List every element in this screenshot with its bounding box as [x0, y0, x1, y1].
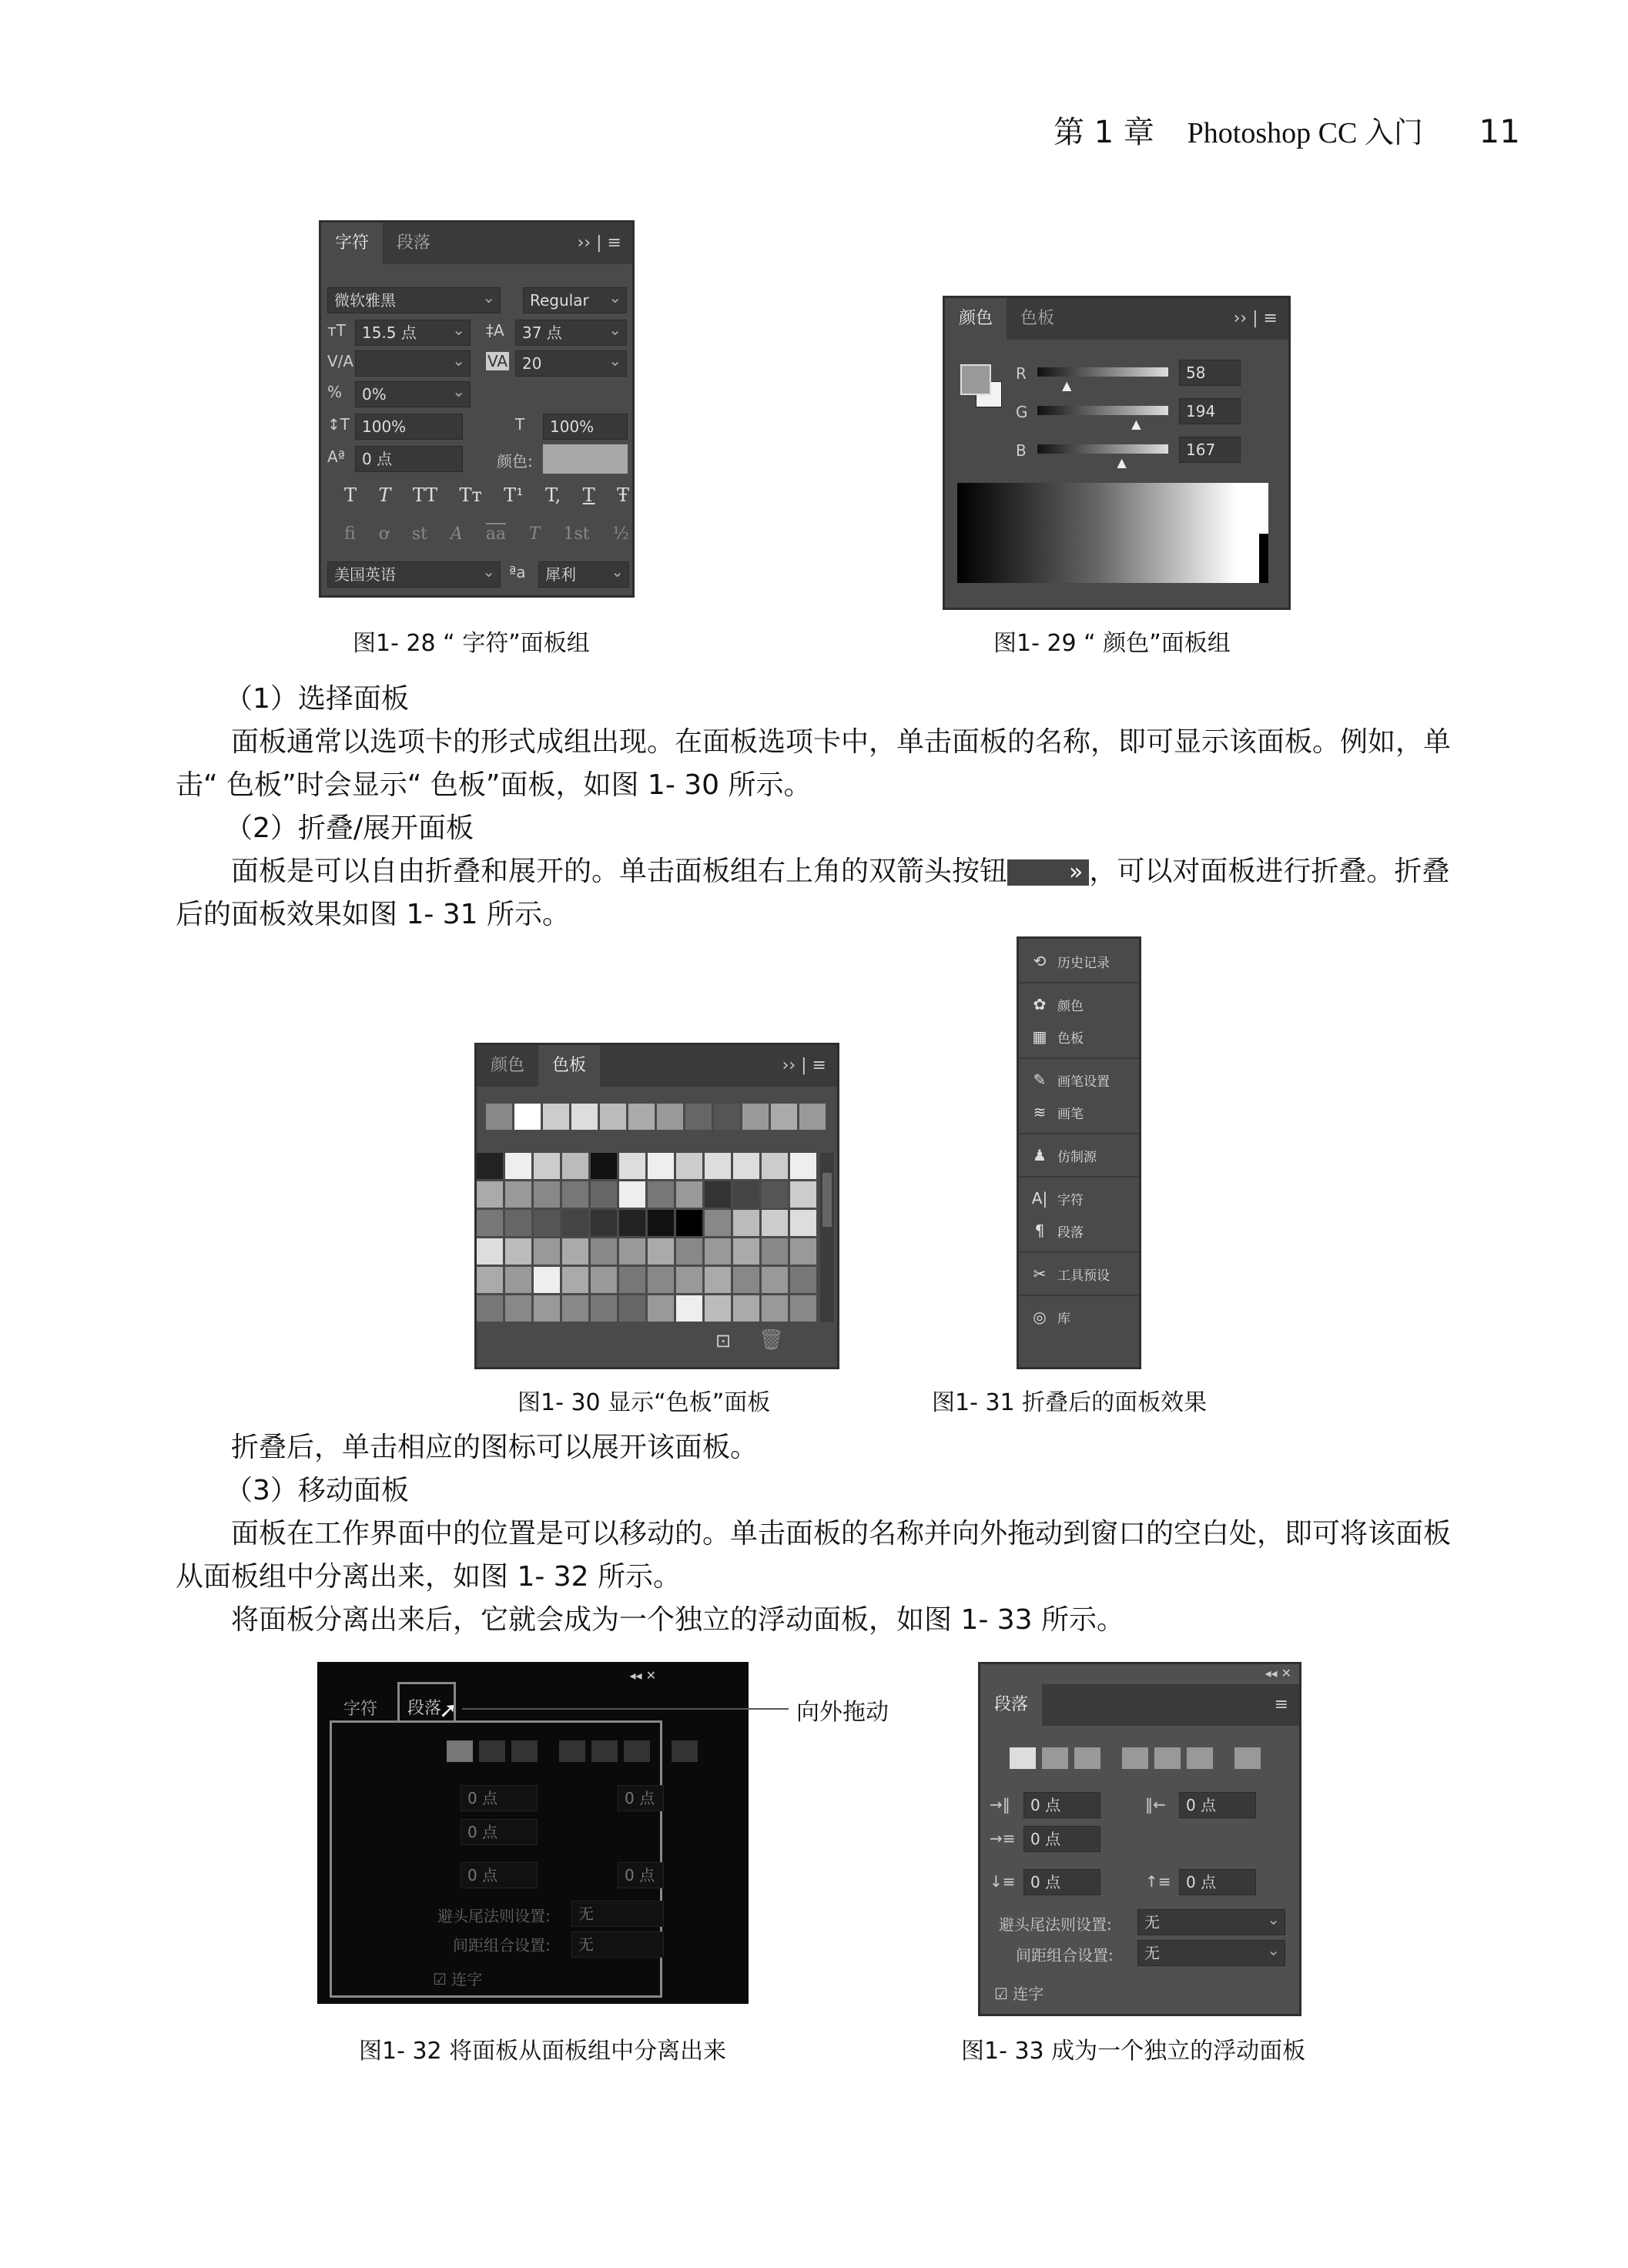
kerning-icon: V/A [327, 352, 354, 370]
swatch[interactable] [628, 1104, 655, 1130]
mojikumi-select[interactable]: 无 [571, 1931, 664, 1958]
indent-left-field[interactable]: 0 点 [461, 1785, 538, 1811]
swatch[interactable] [790, 1238, 816, 1265]
swatch[interactable] [648, 1181, 674, 1208]
character-panel-button[interactable]: A| 字符 [1019, 1182, 1139, 1214]
swatch[interactable] [676, 1153, 702, 1179]
swatch[interactable] [648, 1210, 674, 1236]
mojikumi-label: 间距组合设置: [1016, 1946, 1114, 1965]
swatch[interactable] [619, 1210, 645, 1236]
leading-icon: ‡A [486, 321, 504, 340]
figure-caption-1-30: 图1- 30 显示“色板”面板 [518, 1389, 771, 1416]
stylistic-alternates-button[interactable]: $\overline{aa}$ [485, 524, 506, 544]
faux-bold-button[interactable]: T [344, 484, 357, 506]
justify-last-left-icon[interactable] [1122, 1747, 1148, 1769]
justify-last-right-icon[interactable] [624, 1740, 650, 1762]
swatch[interactable] [505, 1181, 531, 1208]
mojikumi-label: 间距组合设置: [453, 1936, 551, 1955]
swatch[interactable] [705, 1295, 731, 1322]
font-style-select[interactable]: Regular ⌄ [523, 287, 627, 313]
swatch[interactable] [714, 1104, 740, 1130]
horizontal-scale-icon: T [515, 415, 525, 434]
swatch[interactable] [505, 1238, 531, 1265]
titling-button[interactable]: T [528, 524, 541, 544]
swatch[interactable] [534, 1210, 560, 1236]
align-center-icon[interactable] [479, 1740, 505, 1762]
space-before-field[interactable]: 0 点 [461, 1862, 538, 1888]
g-slider-thumb[interactable]: ▲ [1131, 417, 1141, 431]
clone-stamp-icon: ♟ [1033, 1146, 1047, 1164]
swatch[interactable] [486, 1104, 512, 1130]
spectrum-black-white-marker[interactable] [1259, 534, 1268, 583]
small-caps-button[interactable]: Tт [459, 484, 482, 506]
swatch[interactable] [505, 1295, 531, 1322]
indent-left-field[interactable]: 0 点 [1023, 1792, 1100, 1818]
swatch[interactable] [600, 1104, 626, 1130]
indent-right-field[interactable]: 0 点 [1179, 1792, 1256, 1818]
space-after-icon: ↑≡ [1145, 1872, 1171, 1891]
swatch[interactable] [676, 1267, 702, 1293]
brushes-icon: ≋ [1033, 1103, 1047, 1121]
chapter-title: Photoshop CC 入门 [1187, 117, 1423, 149]
justify-last-center-icon[interactable] [591, 1740, 618, 1762]
swatch[interactable] [619, 1295, 645, 1322]
tool-presets-panel-button[interactable]: ✂ 工具预设 [1019, 1258, 1139, 1290]
horizontal-scale-field[interactable]: 100% [543, 414, 628, 440]
swatch[interactable] [534, 1153, 560, 1179]
double-arrow-button-icon: » [1007, 859, 1089, 886]
kinsoku-select[interactable]: 无 [571, 1901, 664, 1927]
ligature-button[interactable]: fi [344, 524, 356, 544]
hyphenate-checkbox[interactable]: ☑ 连字 [994, 1985, 1044, 2003]
swatch[interactable] [742, 1104, 769, 1130]
drag-out-screenshot [317, 1662, 749, 2004]
swatch[interactable] [562, 1238, 588, 1265]
figure-caption-1-28: 图1- 28 “ 字符”面板组 [353, 630, 590, 657]
libraries-panel-button[interactable]: ◎ 库 [1019, 1301, 1139, 1333]
font-family-select[interactable]: 微软雅黑 ⌄ [327, 287, 501, 313]
swatch[interactable] [591, 1295, 617, 1322]
character-panel [319, 220, 635, 598]
tab-swatches[interactable]: 色板 [1020, 309, 1055, 328]
libraries-icon: ◎ [1033, 1308, 1047, 1326]
kinsoku-label: 避头尾法则设置: [437, 1907, 551, 1925]
swatch[interactable] [762, 1267, 788, 1293]
align-center-icon[interactable] [1042, 1747, 1068, 1769]
mouse-pointer-icon: ➚ [439, 1697, 457, 1723]
panel-menu-icon[interactable]: ›› | ≡ [1233, 309, 1278, 328]
character-icon: A| [1031, 1189, 1048, 1208]
text-color-swatch[interactable] [543, 444, 628, 474]
swatch[interactable] [799, 1104, 826, 1130]
page-number: 11 [1479, 112, 1520, 150]
swatch[interactable] [676, 1181, 702, 1208]
swatch[interactable] [505, 1267, 531, 1293]
section-heading-1: （1）选择面板 [225, 683, 409, 715]
vertical-scale-icon: ↕T [327, 415, 350, 434]
swatch[interactable] [477, 1153, 503, 1179]
swatches-panel [474, 1043, 839, 1369]
b-slider[interactable] [1037, 444, 1168, 454]
justify-all-icon[interactable] [1234, 1747, 1261, 1769]
baseline-shift-icon: Aª [327, 447, 346, 466]
space-before-field[interactable]: 0 点 [1023, 1869, 1100, 1895]
ordinals-button[interactable]: 1st [563, 524, 590, 544]
align-left-icon[interactable] [447, 1740, 473, 1762]
swatch[interactable] [648, 1267, 674, 1293]
antialias-icon: ªa [509, 563, 526, 581]
swatch[interactable] [733, 1267, 759, 1293]
g-value-field[interactable]: 194 [1179, 398, 1241, 424]
figure-caption-1-33: 图1- 33 成为一个独立的浮动面板 [961, 2038, 1306, 2065]
paragraph-select-panel: 面板通常以选项卡的形式成组出现。在面板选项卡中，单击面板的名称，即可显示该面板。例如，单击“ 色板”时会显示“ 色板”面板，如图 1- 30 所示。 [176, 726, 1452, 801]
swatch[interactable] [477, 1210, 503, 1236]
panel-menu-icon[interactable]: ≡ [1274, 1695, 1288, 1714]
trash-icon[interactable]: 🗑 [759, 1328, 785, 1352]
brush-settings-icon: ✎ [1033, 1070, 1047, 1089]
tab-character[interactable]: 字符 [321, 223, 383, 264]
swatch[interactable] [648, 1238, 674, 1265]
swatch[interactable] [762, 1153, 788, 1179]
swatch[interactable] [762, 1238, 788, 1265]
panel-tabs [945, 298, 1288, 340]
indent-first-line-field[interactable]: 0 点 [461, 1819, 538, 1845]
color-wheel-icon: ✿ [1033, 995, 1047, 1013]
swatch[interactable] [676, 1238, 702, 1265]
figure-caption-1-32: 图1- 32 将面板从面板组中分离出来 [359, 2038, 727, 2065]
paragraph-collapse-panel [176, 850, 1454, 936]
swatch[interactable] [733, 1210, 759, 1236]
scrollbar-thumb[interactable] [822, 1173, 832, 1227]
align-right-icon[interactable] [511, 1740, 538, 1762]
swatch[interactable] [762, 1181, 788, 1208]
hyphenate-checkbox[interactable]: ☑ 连字 [433, 1970, 483, 1988]
kerning-field[interactable] [355, 350, 471, 377]
swatch[interactable] [648, 1153, 674, 1179]
foreground-color-swatch[interactable] [960, 364, 991, 395]
align-right-icon[interactable] [1074, 1747, 1100, 1769]
justify-all-icon[interactable] [672, 1740, 698, 1762]
underline-button[interactable]: T [582, 484, 595, 506]
color-label: 颜色: [497, 452, 533, 471]
g-slider[interactable] [1037, 406, 1168, 415]
swatch[interactable] [543, 1104, 569, 1130]
r-slider[interactable] [1037, 367, 1168, 377]
swatch[interactable] [505, 1153, 531, 1179]
tab-swatches[interactable]: 色板 [538, 1045, 600, 1087]
swatch[interactable] [477, 1181, 503, 1208]
b-slider-thumb[interactable]: ▲ [1117, 455, 1127, 470]
swatch[interactable] [619, 1181, 645, 1208]
justify-last-left-icon[interactable] [559, 1740, 585, 1762]
swatch[interactable] [762, 1210, 788, 1236]
history-icon: ⟲ [1033, 952, 1047, 970]
history-panel-button[interactable]: ⟲ 历史记录 [1019, 945, 1139, 977]
swatch[interactable] [705, 1267, 731, 1293]
collapse-close-icons[interactable]: ◂◂ ✕ [1265, 1666, 1291, 1680]
swash-button[interactable]: A [450, 524, 463, 544]
swatch[interactable] [477, 1267, 503, 1293]
section-heading-3: （3）移动面板 [225, 1475, 409, 1506]
swatch[interactable] [790, 1153, 816, 1179]
alignment-buttons[interactable] [447, 1740, 704, 1765]
font-size-field[interactable]: 15.5 点 ⌄ [355, 320, 471, 346]
swatch[interactable] [591, 1238, 617, 1265]
leading-field[interactable]: 37 点 ⌄ [515, 320, 627, 346]
swatch[interactable] [562, 1295, 588, 1322]
swatch[interactable] [477, 1295, 503, 1322]
clone-source-panel-button[interactable]: ♟ 仿制源 [1019, 1139, 1139, 1171]
kinsoku-label: 避头尾法则设置: [999, 1915, 1112, 1934]
collapse-close-icons[interactable]: ◂◂ ✕ [629, 1668, 656, 1683]
space-after-field[interactable]: 0 点 [1179, 1869, 1256, 1895]
strikethrough-button[interactable]: Ŧ [616, 484, 629, 506]
align-left-icon[interactable] [1010, 1747, 1036, 1769]
fractions-button[interactable]: ½ [612, 524, 629, 544]
space-after-field[interactable]: 0 点 [618, 1862, 664, 1888]
style-buttons-row2 [344, 524, 629, 544]
divider [1019, 1176, 1139, 1178]
swatch[interactable] [733, 1181, 759, 1208]
r-label: R [1016, 364, 1027, 383]
swatch[interactable] [733, 1295, 759, 1322]
swatch[interactable] [591, 1153, 617, 1179]
section-heading-2: （2）折叠/展开面板 [225, 812, 474, 844]
divider [1019, 982, 1139, 983]
new-swatch-icon[interactable]: ⊡ [715, 1330, 732, 1352]
swatch[interactable] [534, 1267, 560, 1293]
swatch[interactable] [505, 1210, 531, 1236]
justify-last-right-icon[interactable] [1187, 1747, 1213, 1769]
indent-first-line-icon: →≡ [990, 1829, 1016, 1848]
faux-italic-button[interactable]: T [378, 484, 391, 506]
subscript-button[interactable]: T, [545, 484, 561, 506]
g-label: G [1016, 403, 1028, 421]
swatch[interactable] [790, 1181, 816, 1208]
recent-swatches-row [486, 1104, 826, 1130]
divider [1019, 1133, 1139, 1134]
swatch[interactable] [591, 1181, 617, 1208]
drag-annotation-line [462, 1708, 789, 1710]
divider [1019, 1057, 1139, 1059]
space-before-icon: ↓≡ [990, 1872, 1016, 1891]
running-header [1054, 108, 1520, 152]
swatch[interactable] [790, 1295, 816, 1322]
panel-header [980, 1684, 1299, 1726]
paragraph-panel-button[interactable]: ¶ 段落 [1019, 1214, 1139, 1247]
b-value-field[interactable]: 167 [1179, 437, 1241, 463]
indent-left-icon: →‖ [990, 1795, 1010, 1814]
paragraph-floating-panel: 将面板分离出来后，它就会成为一个独立的浮动面板，如图 1- 33 所示。 [231, 1604, 1125, 1636]
swatch[interactable] [477, 1238, 503, 1265]
font-size-icon: ᴛT [327, 321, 346, 340]
tracking-icon: VA [487, 352, 508, 370]
swatch[interactable] [705, 1238, 731, 1265]
swatch[interactable] [705, 1181, 731, 1208]
old-style-button[interactable]: ơ [378, 524, 389, 544]
swatch[interactable] [514, 1104, 541, 1130]
vertical-scale-field[interactable]: 100% [355, 414, 463, 440]
language-select[interactable]: 美国英语 ⌄ [327, 561, 501, 588]
panel-tabs [477, 1045, 837, 1087]
color-panel [943, 296, 1291, 610]
indent-right-field[interactable]: 0 点 [618, 1785, 664, 1811]
color-panel-button[interactable]: ✿ 颜色 [1019, 988, 1139, 1020]
mojikumi-select[interactable]: 无 ⌄ [1137, 1940, 1285, 1966]
swatch[interactable] [676, 1210, 702, 1236]
swatch[interactable] [571, 1104, 598, 1130]
swatch[interactable] [534, 1238, 560, 1265]
tab-color[interactable]: 颜色 [491, 1056, 525, 1075]
style-buttons-row1 [344, 484, 629, 506]
collapsed-panel-dock [1017, 936, 1141, 1369]
color-spectrum-ramp[interactable] [957, 483, 1268, 583]
justify-last-center-icon[interactable] [1154, 1747, 1181, 1769]
swatch[interactable] [733, 1153, 759, 1179]
tool-presets-icon: ✂ [1033, 1265, 1047, 1283]
paragraph-move-panel: 面板在工作界面中的位置是可以移动的。单击面板的名称并向外拖动到窗口的空白处，即可将该面板从面板组中分离出来，如图 1- 32 所示。 [176, 1518, 1452, 1593]
discretionary-ligature-button[interactable]: st [411, 524, 427, 544]
paragraph-after-collapse: 折叠后，单击相应的图标可以展开该面板。 [231, 1432, 759, 1463]
swatch[interactable] [648, 1295, 674, 1322]
swatch[interactable] [676, 1295, 702, 1322]
alignment-buttons[interactable] [1010, 1747, 1267, 1772]
all-caps-button[interactable]: TT [412, 484, 438, 506]
tracking-field[interactable]: 20 ⌄ [515, 350, 627, 377]
swatch[interactable] [790, 1267, 816, 1293]
divider [1019, 1295, 1139, 1296]
swatch[interactable] [705, 1210, 731, 1236]
swatch[interactable] [619, 1267, 645, 1293]
r-value-field[interactable]: 58 [1179, 360, 1241, 386]
swatches-grid [477, 1153, 816, 1322]
panel-tabs [321, 223, 632, 264]
paragraph-collapse-text-a: 面板是可以自由折叠和展开的。单击面板组右上角的双箭头按钮 [231, 856, 1008, 887]
tab-character[interactable]: 字符 [343, 1700, 378, 1719]
tab-paragraph[interactable]: 段落 [397, 233, 431, 253]
swatch[interactable] [534, 1295, 560, 1322]
swatch[interactable] [534, 1181, 560, 1208]
swatch[interactable] [762, 1295, 788, 1322]
r-slider-thumb[interactable]: ▲ [1062, 378, 1072, 393]
superscript-button[interactable]: T¹ [504, 484, 524, 506]
paragraph-collapse-text-b: ，可以对面板进行折叠。折叠后的面板效果如图 1- 31 所示。 [176, 856, 1450, 930]
brushes-panel-button[interactable]: ≋ 画笔 [1019, 1096, 1139, 1128]
swatch[interactable] [562, 1210, 588, 1236]
grid-icon: ▦ [1032, 1027, 1047, 1046]
divider [1019, 1251, 1139, 1253]
swatches-panel-button[interactable]: ▦ 色板 [1019, 1020, 1139, 1053]
swatch[interactable] [733, 1238, 759, 1265]
antialias-select[interactable]: 犀利 ⌄ [538, 561, 629, 588]
swatch[interactable] [619, 1238, 645, 1265]
tab-paragraph[interactable]: 段落 [980, 1684, 1042, 1726]
brush-settings-panel-button[interactable]: ✎ 画笔设置 [1019, 1064, 1139, 1096]
swatch[interactable] [562, 1153, 588, 1179]
tsume-field[interactable]: 0% ⌄ [355, 381, 471, 407]
figure-caption-1-29: 图1- 29 “ 颜色”面板组 [993, 630, 1231, 657]
indent-right-icon: ‖← [1145, 1795, 1166, 1814]
panel-menu-icon[interactable]: ›› | ≡ [577, 233, 621, 253]
floating-paragraph-panel [978, 1662, 1301, 2016]
tsume-icon: % [327, 383, 343, 401]
figure-caption-1-31: 图1- 31 折叠后的面板效果 [932, 1389, 1208, 1416]
swatch[interactable] [685, 1104, 712, 1130]
swatch[interactable] [657, 1104, 683, 1130]
drag-annotation-label: 向外拖动 [796, 1699, 889, 1726]
tab-color[interactable]: 颜色 [945, 298, 1007, 340]
chapter-label: 第 1 章 [1054, 115, 1154, 150]
kinsoku-select[interactable]: 无 ⌄ [1137, 1909, 1285, 1935]
swatches-scrollbar[interactable] [820, 1153, 834, 1322]
swatch[interactable] [591, 1210, 617, 1236]
swatch[interactable] [705, 1153, 731, 1179]
baseline-shift-field[interactable]: 0 点 [355, 446, 463, 472]
swatch[interactable] [771, 1104, 797, 1130]
swatch[interactable] [562, 1181, 588, 1208]
swatch[interactable] [790, 1210, 816, 1236]
b-label: B [1016, 441, 1027, 460]
pilcrow-icon: ¶ [1034, 1221, 1045, 1240]
swatch[interactable] [619, 1153, 645, 1179]
indent-first-line-field[interactable]: 0 点 [1023, 1826, 1100, 1852]
panel-menu-icon[interactable]: ›› | ≡ [782, 1056, 826, 1075]
swatch[interactable] [591, 1267, 617, 1293]
swatch[interactable] [562, 1267, 588, 1293]
tab-paragraph[interactable]: 段落 [397, 1682, 456, 1720]
